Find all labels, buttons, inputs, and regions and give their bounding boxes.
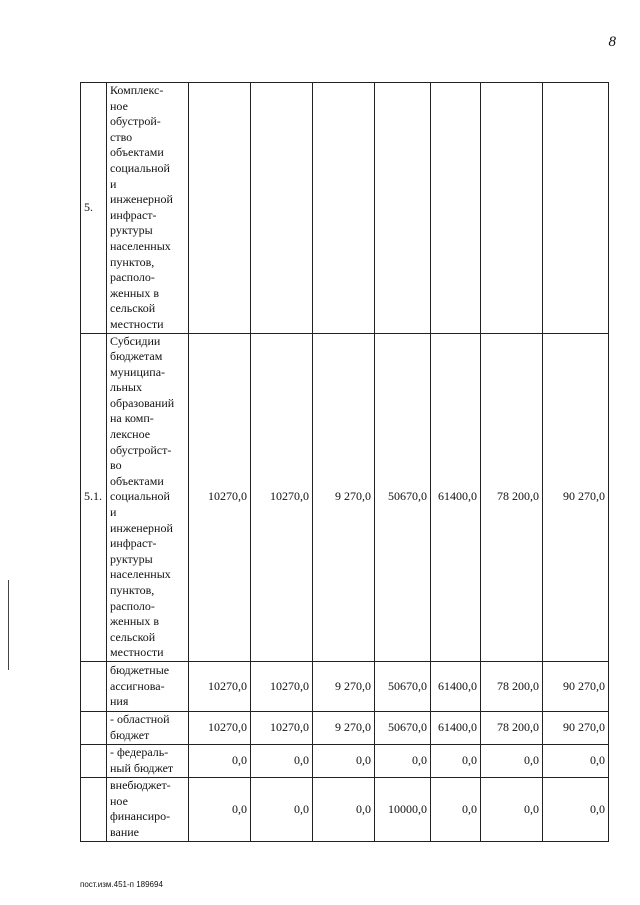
value-cell: 0,0 [481, 744, 543, 777]
empty-cell [481, 83, 543, 334]
value-cell: 10270,0 [189, 661, 251, 711]
value-cell: 61400,0 [431, 661, 481, 711]
table-row-federal [81, 744, 609, 777]
value-cell: 0,0 [313, 744, 375, 777]
value-cell: 0,0 [251, 744, 313, 777]
value-cell: 0,0 [251, 777, 313, 841]
value-cell: 50670,0 [375, 661, 431, 711]
value-cell: 10270,0 [189, 333, 251, 661]
value-cell: 0,0 [481, 777, 543, 841]
value-cell: 90 270,0 [543, 711, 609, 744]
value-cell: 0,0 [189, 777, 251, 841]
value-cell: 78 200,0 [481, 333, 543, 661]
empty-cell [81, 711, 107, 744]
value-cell: 9 270,0 [313, 711, 375, 744]
page-number: 8 [608, 34, 616, 50]
value-cell: 9 270,0 [313, 661, 375, 711]
empty-cell [81, 744, 107, 777]
row-name: - областной бюджет [107, 711, 189, 744]
value-cell: 0,0 [431, 744, 481, 777]
value-cell: 0,0 [313, 777, 375, 841]
empty-cell [431, 83, 481, 334]
row-number: 5. [81, 83, 107, 334]
row-number: 5.1. [81, 333, 107, 661]
value-cell: 0,0 [375, 744, 431, 777]
value-cell: 10270,0 [251, 333, 313, 661]
value-cell: 10270,0 [189, 711, 251, 744]
value-cell: 9 270,0 [313, 333, 375, 661]
footer-reference: пост.изм.451-п 189694 [80, 880, 163, 889]
empty-cell [189, 83, 251, 334]
value-cell: 10000,0 [375, 777, 431, 841]
row-name: Комплекс- ное обустрой- ство объектами социальной и инженерной инфраст- руктуры населенных пунктов, располо- женных в сельской местности [107, 83, 189, 334]
table-row-regional [81, 711, 609, 744]
table-row-5 [81, 83, 609, 334]
value-cell: 50670,0 [375, 333, 431, 661]
value-cell: 90 270,0 [543, 661, 609, 711]
empty-cell [375, 83, 431, 334]
value-cell: 61400,0 [431, 333, 481, 661]
row-name: - федераль- ный бюджет [107, 744, 189, 777]
empty-cell [313, 83, 375, 334]
empty-cell [81, 661, 107, 711]
value-cell: 0,0 [543, 744, 609, 777]
row-name: бюджетные ассигнова- ния [107, 661, 189, 711]
value-cell: 10270,0 [251, 661, 313, 711]
value-cell: 78 200,0 [481, 711, 543, 744]
empty-cell [251, 83, 313, 334]
value-cell: 61400,0 [431, 711, 481, 744]
value-cell: 78 200,0 [481, 661, 543, 711]
value-cell: 10270,0 [251, 711, 313, 744]
value-cell: 0,0 [431, 777, 481, 841]
table-row-5-1 [81, 333, 609, 661]
empty-cell [81, 777, 107, 841]
row-name: Субсидии бюджетам муниципа- льных образований на комп- лексное обустройст- во объектами социальной и инженерной инфраст- руктуры населенных пунктов, располо- женных в сельской местности [107, 333, 189, 661]
margin-mark [8, 580, 9, 670]
value-cell: 90 270,0 [543, 333, 609, 661]
value-cell: 0,0 [543, 777, 609, 841]
value-cell: 50670,0 [375, 711, 431, 744]
budget-table [80, 82, 609, 842]
empty-cell [543, 83, 609, 334]
value-cell: 0,0 [189, 744, 251, 777]
row-name: внебюджет- ное финансиро- вание [107, 777, 189, 841]
table-row-extrabudget [81, 777, 609, 841]
table-row-budget-alloc [81, 661, 609, 711]
